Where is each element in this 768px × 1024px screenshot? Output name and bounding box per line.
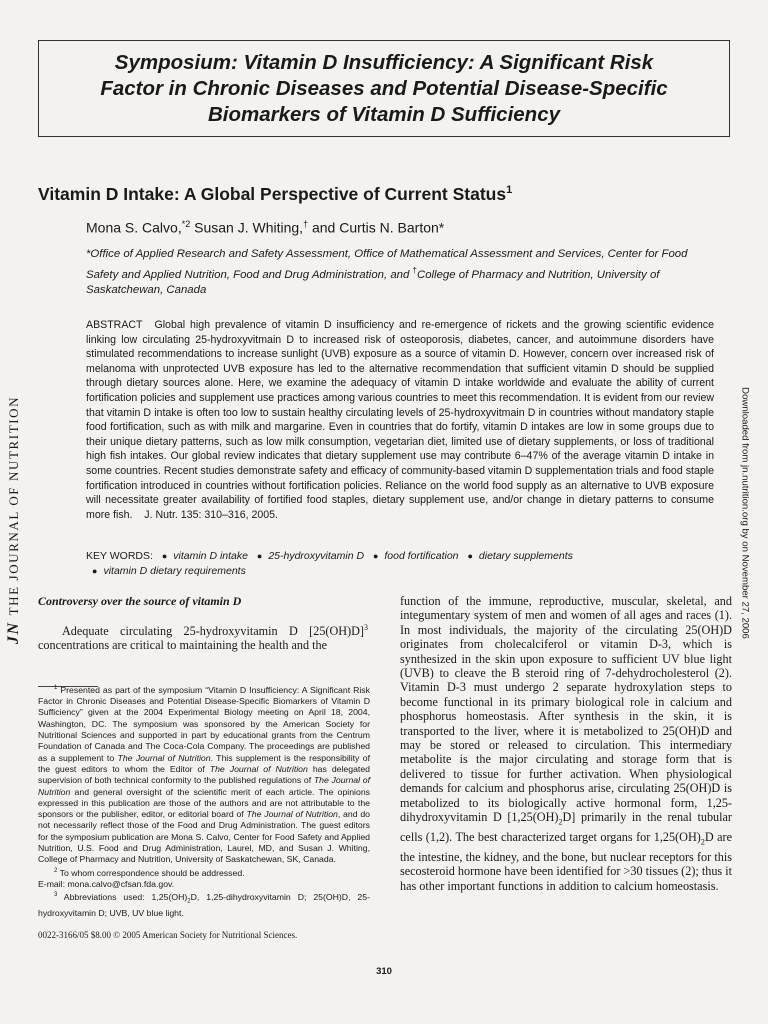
abstract [86,318,714,522]
affiliation-fda: *Office of Applied Research and Safety Assessment, Office of Mathematical Assessment and Services, Center for Food Safety and Applied Nutrition, Food and Drug Administration, and [86,248,688,281]
footnote-text: . This supplement is the responsibility of the guest editors to whom the Editor of [38,752,370,774]
footnote-2-mark: 2 [54,867,58,874]
body-text-part: D are the intestine, the kidney, and the bone, but nuclear receptors for this secosteroid hormone have been identified for >30 tissues (2); thus it has other important functions in addition to calcium homeostasis. [400,829,732,893]
body-text-part: function of the immune, reproductive, muscular, skeletal, and integumentary system of men and women of all ages and races (1). In most individuals, the majority of the circulating 25(OH)D originates from cholecalciferol or vitamin D-3, which is synthesized in the skin upon exposure to sufficient UV blue light (UVB) to cleave the B steroid ring of 7-dehydrocholesterol (2). Vitamin D-3 must undergo 2 separate hydroxylation steps to become functional in its primary biological role in calcium and phosphorus homeostasis. After synthesis in the skin, it is transported to the liver, where it is metabolized to 25(OH)D and may be stored or released to circulation. This intermediary metabolite is the major circulating and storage form that is delivered to tissue for further activation. When physiological demands for calcium and phosphorus arise, circulating 25(OH)D is metabolized to its biologically active hormonal form, 1,25-dihydroxyvitamin D [1,25(OH) [400,594,732,825]
symposium-title [100,50,667,128]
article-title [38,184,512,205]
keyword-item: dietary supplements [478,550,573,562]
body-paragraph-left [38,621,368,653]
keyword-item: vitamin D dietary requirements [103,565,246,577]
journal-side-label [4,380,24,660]
download-notice [734,372,756,654]
footnotes [38,683,370,919]
keyword-item: vitamin D intake [173,550,248,562]
jn-logo: JN [5,621,22,645]
bullet-icon: ● [467,551,473,561]
footnote-text: , and do not necessarily reflect those of the Food and Drug Administration. The guest editors for the symposium publication are Mona S. Calvo, Center for Food Safety and Applied Nutrition, U.S. Food and Drug Administration, Laurel, MD, and Susan J. Whiting, College of Pharmacy and Nutrition, University of Saskatchewan, SK, Canada. [38,809,370,865]
footnote-text: Presented as part of the symposium “Vitamin D Insufficiency: A Significant Risk Factor in Chronic Diseases and Potential Disease-Specific Biomarkers of Vitamin D Sufficiency” given at the 2004 Experimental Biology meeting on April 18, 2004, Washington, DC. The symposium was sponsored by the American Society for Nutritional Sciences and supported in part by educational grants from the Centrum Foundation of Canada and The Coca-Cola Company. The proceedings are published as a supplement to [38,684,370,763]
keyword-item: food fortification [384,550,459,562]
symposium-banner [38,40,730,137]
footnote-text: Abbreviations used: 1,25(OH) [57,892,188,903]
page-number: 310 [376,966,392,977]
abstract-label: ABSTRACT [86,319,143,331]
bullet-icon: ● [256,551,263,561]
body-paragraph-right [400,594,732,893]
subscript: 2 [700,837,705,847]
subscript: 2 [187,898,191,905]
body-text-part: concentrations are critical to maintaining the health and the [38,638,328,653]
email-text: E-mail: mona.calvo@cfsan.fda.gov. [38,878,175,889]
footnote-3 [38,890,370,919]
affiliation-mark: † [412,265,417,275]
section-heading: Controversy over the source of vitamin D [38,594,242,608]
bullet-icon: ● [372,551,379,561]
body-text-part: D] primarily in the renal tubular cells (1,2). The best characterized target organs for 1,25(OH) [400,810,732,844]
footnote-1-mark: 1 [54,685,58,691]
article-title-footnote-mark: 1 [506,184,513,197]
author-calvo-mark: *2 [181,219,191,229]
footnote-3-mark: 3 [54,892,58,899]
journal-ref: The Journal of Nutrition [117,752,211,763]
footnote-text: and general oversight of the scientific merit of each article. The opinions expressed in this publication are those of the authors and are not attributable to the sponsors or the publisher, editor, or editorial board of [38,786,370,820]
body-text-part: Adequate circulating 25-hydroxyvitamin D [25(OH)D] [62,624,364,639]
author-whiting-mark: † [303,219,309,229]
author-calvo: Mona S. Calvo, [86,219,182,236]
affiliations [86,247,716,298]
bullet-icon: ● [161,551,168,561]
footnote-email [38,879,370,890]
affiliation-saskatchewan: College of Pharmacy and Nutrition, University of Saskatchewan, Canada [86,268,660,296]
citation: J. Nutr. 135: 310–316, 2005. [144,508,278,521]
right-column [400,594,732,893]
footnote-text: has delegated supervision of both technical conformity to the published regulations of [38,763,371,786]
journal-ref: The Journal of Nutrition [209,763,308,774]
author-barton: and Curtis N. Barton* [308,219,445,236]
symposium-title-line-2: Factor in Chronic Diseases and Potential Disease-Specific [100,76,668,100]
symposium-title-line-3: Biomarkers of Vitamin D Sufficiency [207,102,560,126]
journal-name: THE JOURNAL OF NUTRITION [6,395,21,616]
article-title-text: Vitamin D Intake: A Global Perspective of Current Status [38,184,507,204]
left-column [38,594,368,653]
bullet-icon: ● [92,566,98,576]
copyright-line: 0022-3166/05 $8.00 © 2005 American Society for Nutritional Sciences. [38,930,298,940]
author-list [86,219,444,236]
author-whiting: Susan J. Whiting, [190,219,304,236]
footnote-1 [38,683,370,866]
keyword-item: 25-hydroxyvitamin D [268,550,365,562]
subscript: 2 [558,817,563,827]
keywords [86,549,714,579]
abstract-text: Global high prevalence of vitamin D insufficiency and re-emergence of rickets and the growing scientific evidence linking low circulating 25-hydroxyvitmain D to increased risk of osteoporosis, diabetes, cancer, and autoimmune disorders have stimulated recommendations to increase sunlight (UVB) exposure as a source of vitamin D. However, concern over increased risk of melanoma with unprotected UVB exposure has led to the alternative recommendation that sufficient vitamin D should be supplied through dietary sources alone. Here, we examine the adequacy of vitamin D intake worldwide and evaluate the ability of current fortification policies and supplement use practices among various countries to meet this recommendation. It is evident from our review that vitamin D intake is often too low to sustain healthy circulating levels of 25-hydroxyvitmain D in countries without mandatory staple food fortification, such as with milk and margarine. Even in countries that do fortify, vitamin D intakes are low in some groups due to their unique dietary patterns, such as low milk consumption, vegetarian diet, limited use of dietary supplements, or loss of traditional high fish intakes. Our global review indicates that dietary supplement use may contribute 6–47% of the average vitamin D intake in some countries. Recent studies demonstrate safety and efficacy of community-based vitamin D supplementation trials and food staple fortification introduced in countries without fortification policies. Reliance on the world food supply as an alternative to UVB exposure will necessitate greater availability of fortified food staples, dietary supplement use, and/or change in dietary patterns to consume more fish. [86,319,714,521]
footnote-text: D, 1,25-dihydroxyvitamin D; 25(OH)D, 25-hydroxyvitamin D; UVB, UV blue light. [38,892,370,919]
footnote-mark: 3 [364,623,368,632]
journal-ref: The Journal of Nutrition [38,775,370,797]
footnote-text: To whom correspondence should be addressed. [57,867,245,878]
symposium-title-line-1: Symposium: Vitamin D Insufficiency: A Significant Risk [114,50,654,74]
journal-ref: The Journal of Nutrition [246,809,338,820]
keywords-label: KEY WORDS: [86,550,153,562]
footnote-2 [38,866,370,879]
download-notice-text: Downloaded from jn.nutrition.org by on November 27, 2006 [739,387,751,639]
